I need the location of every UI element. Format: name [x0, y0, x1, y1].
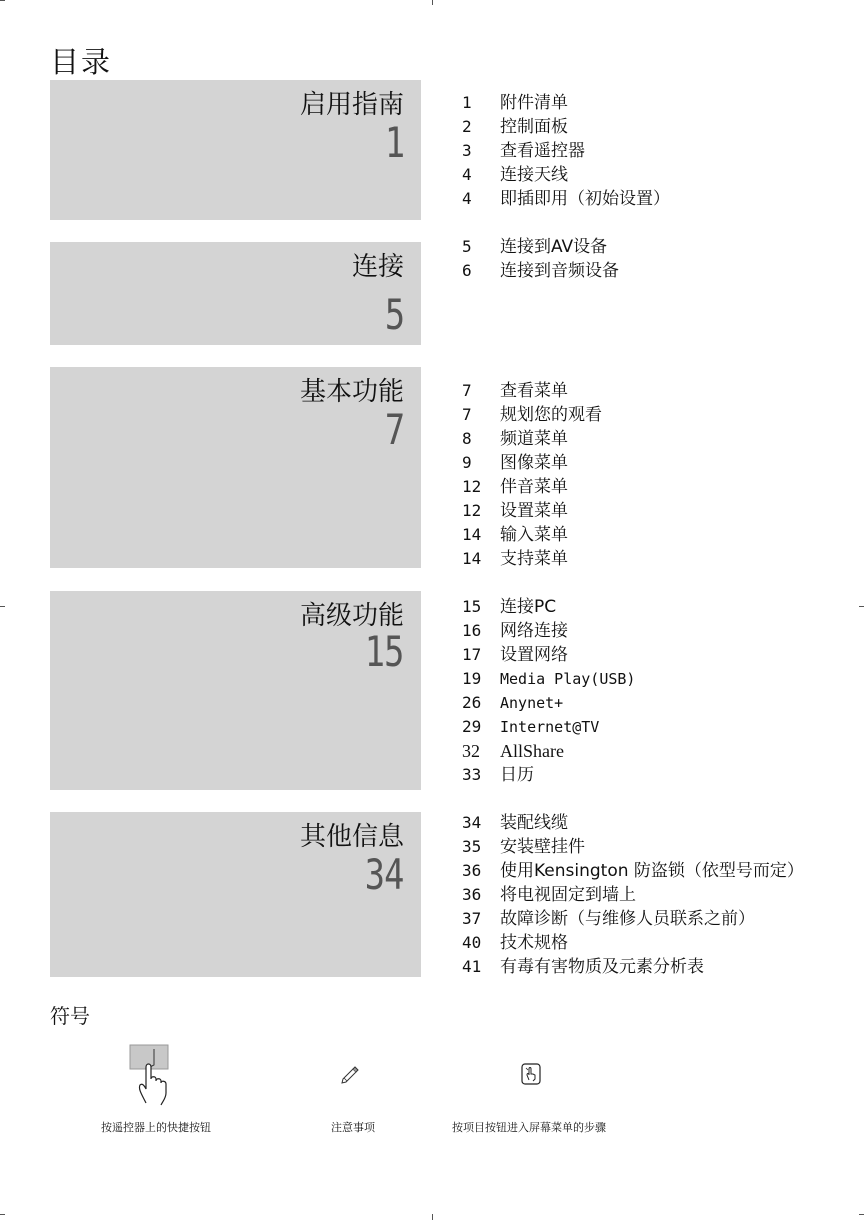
- toc-item[interactable]: [462, 691, 635, 715]
- toc-page-number: 16: [462, 621, 482, 640]
- toc-item[interactable]: [462, 91, 670, 115]
- toc-list-basic-features: [462, 379, 602, 571]
- toc-page-number: 17: [462, 645, 482, 664]
- toc-item[interactable]: [462, 955, 804, 979]
- symbol-caption-note: 注意事项: [331, 1121, 375, 1134]
- toc-item-label: 设置菜单: [500, 501, 568, 521]
- toc-item-label: 图像菜单: [500, 453, 568, 473]
- toc-item-label: 连接天线: [500, 165, 568, 185]
- crop-mark: [432, 0, 433, 5]
- toc-page-number: 40: [462, 933, 482, 952]
- crop-mark: [0, 606, 5, 607]
- toc-list-other-info: [462, 811, 804, 979]
- crop-mark: [0, 1214, 5, 1215]
- toc-item[interactable]: [462, 619, 635, 643]
- toc-item[interactable]: [462, 763, 635, 787]
- toc-item[interactable]: [462, 835, 804, 859]
- section-box-advanced-features: [50, 591, 421, 790]
- toc-item[interactable]: [462, 931, 804, 955]
- symbol-caption-remote: 按遥控器上的快捷按钮: [101, 1121, 211, 1134]
- toc-page-number: 4: [462, 165, 472, 184]
- toc-item[interactable]: [462, 643, 635, 667]
- toc-page-number: 8: [462, 429, 472, 448]
- toc-item-label: 伴音菜单: [500, 477, 568, 497]
- toc-item-label: 规划您的观看: [500, 405, 602, 425]
- crop-mark: [432, 1214, 433, 1220]
- toc-item-label: 频道菜单: [500, 429, 568, 449]
- tools-menu-icon: [521, 1063, 541, 1085]
- toc-item[interactable]: [462, 235, 619, 259]
- toc-item-label: 装配线缆: [500, 813, 568, 833]
- section-box-connections: [50, 242, 421, 345]
- toc-page-number: 5: [462, 237, 472, 256]
- toc-page-number: 36: [462, 861, 482, 880]
- symbol-caption-tools: 按项目按钮进入屏幕菜单的步骤: [452, 1121, 606, 1134]
- toc-item[interactable]: [462, 715, 635, 739]
- toc-item-label: Media Play(USB): [500, 670, 636, 688]
- pencil-note-icon: [340, 1064, 360, 1084]
- toc-page-number: 14: [462, 549, 482, 568]
- toc-item-label: 即插即用（初始设置）: [500, 189, 670, 209]
- toc-item-label: 支持菜单: [500, 549, 568, 569]
- toc-item[interactable]: [462, 115, 670, 139]
- section-box-getting-started: [50, 80, 421, 220]
- section-number: 5: [384, 290, 404, 339]
- toc-item[interactable]: [462, 427, 602, 451]
- toc-item[interactable]: [462, 475, 602, 499]
- toc-page-number: 19: [462, 669, 482, 688]
- section-title: 连接: [351, 252, 404, 282]
- symbols-heading: 符号: [50, 1004, 90, 1028]
- toc-item[interactable]: [462, 883, 804, 907]
- toc-list-getting-started: [462, 91, 670, 211]
- toc-item[interactable]: [462, 523, 602, 547]
- section-number: 7: [384, 405, 404, 454]
- section-number: 34: [365, 850, 404, 899]
- toc-page-number: 1: [462, 93, 472, 112]
- crop-mark: [859, 1214, 864, 1215]
- toc-item[interactable]: [462, 187, 670, 211]
- section-number: 1: [384, 118, 404, 167]
- toc-page-number: 14: [462, 525, 482, 544]
- toc-item-label: 网络连接: [500, 621, 568, 641]
- toc-page-number: 29: [462, 717, 482, 736]
- toc-item-label: 设置网络: [500, 645, 568, 665]
- toc-item[interactable]: [462, 403, 602, 427]
- toc-item[interactable]: [462, 739, 635, 763]
- toc-item[interactable]: [462, 547, 602, 571]
- toc-item-label: 有毒有害物质及元素分析表: [500, 957, 704, 977]
- toc-page-number: 37: [462, 909, 482, 928]
- toc-item[interactable]: [462, 667, 635, 691]
- toc-item-label: AllShare: [500, 741, 564, 761]
- toc-page-number: 33: [462, 765, 482, 784]
- section-title: 启用指南: [299, 90, 404, 120]
- toc-item-label: 输入菜单: [500, 525, 568, 545]
- toc-page-number: 12: [462, 477, 482, 496]
- toc-page-number: 36: [462, 885, 482, 904]
- crop-mark: [859, 606, 864, 607]
- toc-item[interactable]: [462, 811, 804, 835]
- toc-item-label: 连接到音频设备: [500, 261, 619, 281]
- toc-page-number: 4: [462, 189, 472, 208]
- toc-page-number: 34: [462, 813, 482, 832]
- toc-item-label: 使用Kensington 防盗锁（依型号而定）: [500, 861, 804, 881]
- toc-item-label: 连接PC: [500, 597, 557, 617]
- section-box-other-info: [50, 812, 421, 977]
- toc-item-label: 将电视固定到墙上: [500, 885, 636, 905]
- toc-item-label: 附件清单: [500, 93, 568, 113]
- remote-button-press-icon: [128, 1043, 172, 1107]
- toc-item-label: 技术规格: [500, 933, 568, 953]
- toc-item[interactable]: [462, 499, 602, 523]
- toc-item[interactable]: [462, 907, 804, 931]
- toc-item-label: Internet@TV: [500, 718, 600, 736]
- toc-list-connections: [462, 235, 619, 283]
- toc-page-number: 35: [462, 837, 482, 856]
- toc-list-advanced-features: [462, 595, 635, 787]
- toc-item[interactable]: [462, 163, 670, 187]
- toc-page-number: 26: [462, 693, 482, 712]
- toc-page-number: 7: [462, 405, 472, 424]
- toc-item-label: 连接到AV设备: [500, 237, 608, 257]
- toc-page-number: 32: [462, 741, 480, 761]
- toc-item-label: 故障诊断（与维修人员联系之前）: [500, 909, 755, 929]
- toc-item-label: 查看遥控器: [500, 141, 585, 161]
- toc-page-number: 15: [462, 597, 482, 616]
- toc-item[interactable]: [462, 859, 804, 883]
- toc-page-number: 12: [462, 501, 482, 520]
- toc-item-label: 控制面板: [500, 117, 568, 137]
- page-title: 目录: [50, 45, 113, 79]
- toc-item[interactable]: [462, 139, 670, 163]
- toc-page-number: 9: [462, 453, 472, 472]
- section-number: 15: [365, 627, 404, 676]
- section-title: 高级功能: [299, 601, 404, 631]
- toc-item[interactable]: [462, 451, 602, 475]
- toc-page-number: 7: [462, 381, 472, 400]
- toc-page-number: 41: [462, 957, 482, 976]
- toc-item-label: Anynet+: [500, 694, 564, 712]
- toc-item[interactable]: [462, 595, 635, 619]
- toc-item-label: 安装壁挂件: [500, 837, 585, 857]
- toc-page-number: 3: [462, 141, 472, 160]
- toc-page-number: 2: [462, 117, 472, 136]
- section-box-basic-features: [50, 367, 421, 568]
- toc-page-number: 6: [462, 261, 472, 280]
- toc-item-label: 查看菜单: [500, 381, 568, 401]
- toc-item[interactable]: [462, 379, 602, 403]
- section-title: 其他信息: [299, 822, 404, 852]
- toc-item[interactable]: [462, 259, 619, 283]
- toc-item-label: 日历: [500, 765, 534, 785]
- crop-mark: [0, 0, 5, 1]
- section-title: 基本功能: [299, 377, 404, 407]
